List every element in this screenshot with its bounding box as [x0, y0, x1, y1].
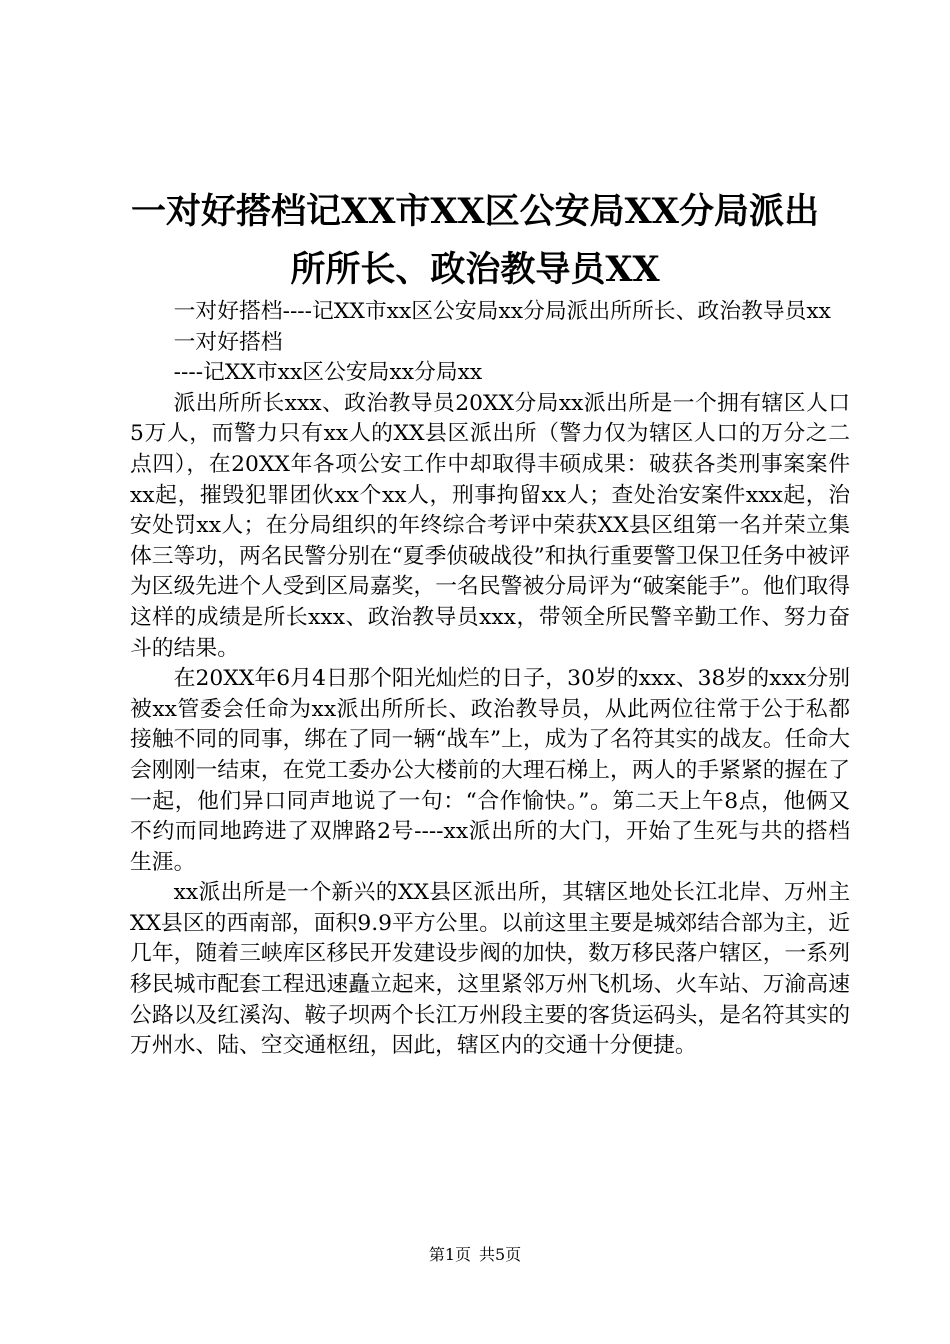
paragraph-achievements: 派出所所长xxx、政治教导员20XX分局xx派出所是一个拥有辖区人口5万人，而警力只有xx人的XX县区派出所（警力仅为辖区人口的万分之二点四），在20XX年各项公安工作中却取得丰硕成果：破获各类刑事案案件xx起，摧毁犯罪团伙xx个xx人，刑事拘留xx人；查处治安案件xxx起，治安处罚xx人；在分局组织的年终综合考评中荣获XX县区组第一名并荣立集体三等功，两名民警分别在“夏季侦破战役”和执行重要警卫保卫任务中被评为区级先进个人受到区局嘉奖，一名民警被分局评为“破案能手”。他们取得这样的成绩是所长xxx、政治教导员xxx，带领全所民警辛勤工作、努力奋斗的结果。 [130, 390, 850, 661]
page-number-current: 第1页 [428, 1245, 471, 1264]
paragraph-subheading: ----记XX市xx区公安局xx分局xx [173, 360, 483, 386]
paragraph-appointment: 在20XX年6月4日那个阳光灿烂的日子，30岁的xxx、38岁的xxx分别被xx管委会任命为xx派出所所长、政治教导员，从此两位往常于公于私都接触不同的同事，绑在了同一辆“战车”上，成为了名符其实的战友。任命大会刚刚一结束，在党工委办公大楼前的大理石梯上，两人的手紧紧的握在了一起，他们异口同声地说了一句：“合作愉快。”。第二天上午8点，他俩又不约而同地跨进了双牌路2号----xx派出所的大门，开始了生死与共的搭档生涯。 [130, 666, 850, 875]
paragraph-heading-full: 一对好搭档----记XX市xx区公安局xx分局派出所所长、政治教导员xx [173, 299, 831, 324]
paragraph-heading-short: 一对好搭档 [173, 329, 283, 355]
document-title-line-1: 一对好搭档记XX市XX区公安局XX分局派出 [131, 191, 819, 232]
document-title-line-2: 所所长、政治教导员XX [290, 249, 660, 290]
page-footer [0, 1245, 950, 1265]
page-number-total: 共5页 [479, 1245, 522, 1264]
paragraph-jurisdiction: xx派出所是一个新兴的XX县区派出所，其辖区地处长江北岸、万州主XX县区的西南部，面积9.9平方公里。以前这里主要是城郊结合部为主，近几年，随着三峡库区移民开发建设步阀的加快，数万移民落户辖区，一系列移民城市配套工程迅速矗立起来，这里紧邻万州飞机场、火车站、万渝高速公路以及红溪沟、鞍子坝两个长江万州段主要的客货运码头，是名符其实的万州水、陆、空交通枢纽，因此，辖区内的交通十分便捷。 [130, 880, 850, 1059]
document-body [130, 297, 850, 1062]
